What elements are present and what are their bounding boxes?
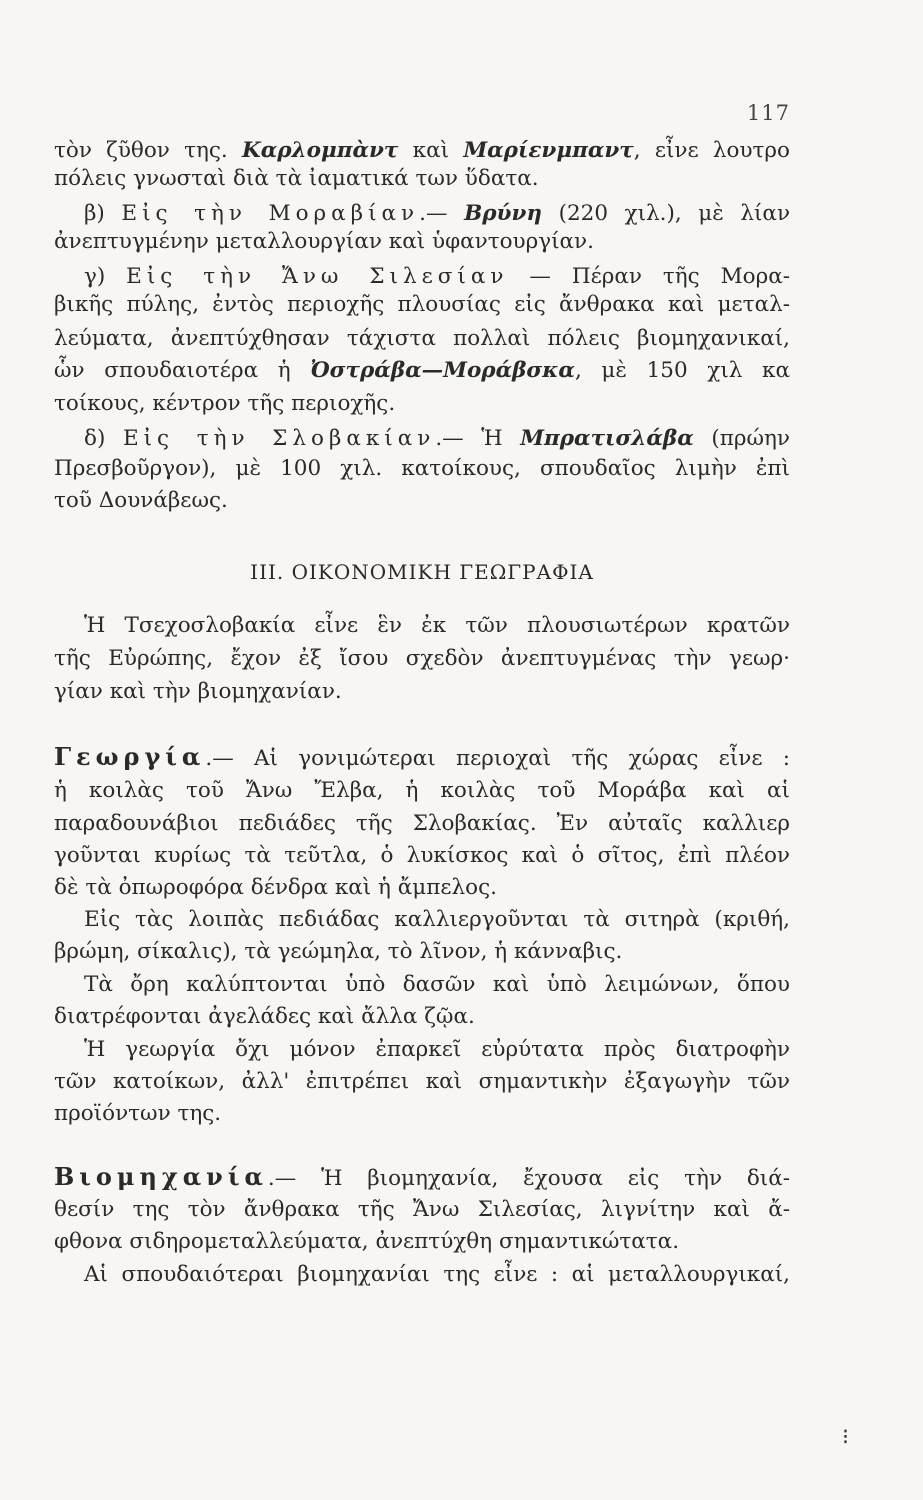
place-name: Ὀστράβα—Μοράβσκα <box>310 358 575 383</box>
page-number: 117 <box>746 101 790 125</box>
place-name: Μπρατισλάβα <box>520 426 694 451</box>
text-line: δὲ τὰ ὀπωροφόρα δένδρα καὶ ἡ ἄμπελος. <box>54 875 497 900</box>
region-heading: Εἰς τὴν Σλοβακίαν <box>122 426 436 451</box>
region-heading: Εἰς τὴν Μοραβίαν <box>121 201 420 226</box>
place-name: Βρύνη <box>464 201 542 226</box>
text-line: θεσίν της τὸν ἄνθρακα τῆς Ἄνω Σιλεσίας, λιγνίτην καὶ ἄ- <box>54 1197 790 1222</box>
text-line: φθονα σιδηρομεταλλεύματα, ἀνεπτύχθη σημαντικώτατα. <box>54 1229 680 1254</box>
margin-mark: ⁝ <box>842 1425 849 1450</box>
section-heading: ΙΙΙ. ΟΙΚΟΝΟΜΙΚΗ ΓΕΩΓΡΑΦΙΑ <box>250 560 594 584</box>
text-line: Αἱ σπουδαιότεραι βιομηχανίαι της εἶνε : αἱ μεταλλουργικαί, <box>84 1262 790 1287</box>
text-line: βικῆς πύλης, ἐντὸς περιοχῆς πλουσίας εἰς ἄνθρακα καὶ μεταλ- <box>54 292 790 317</box>
text-line: Εἰς τὰς λοιπὰς πεδιάδας καλλιεργοῦνται τὰ σιτηρὰ (κριθή, <box>84 907 790 932</box>
text-line: γοῦνται κυρίως τὰ τεῦτλα, ὁ λυκίσκος καὶ ὁ σῖτος, ἐπὶ πλέον <box>54 843 790 868</box>
text-line: τῆς Εὐρώπης, ἔχον ἐξ ἴσου σχεδὸν ἀνεπτυγμένας τὴν γεωρ· <box>54 646 790 671</box>
text-line: γίαν καὶ τὴν βιομηχανίαν. <box>54 679 342 704</box>
text-line: Πρεσβοῦργον), μὲ 100 χιλ. κατοίκους, σπουδαῖος λιμὴν ἐπὶ <box>54 456 790 481</box>
text-line: προϊόντων της. <box>54 1101 222 1126</box>
text-line: λεύματα, ἀνεπτύχθησαν τάχιστα πολλαὶ πόλεις βιομηχανικαί, <box>54 326 790 351</box>
text-line: ὧν σπουδαιοτέρα ἡ Ὀστράβα—Μοράβσκα, μὲ 150 χιλ κα <box>54 358 790 383</box>
text-line: Ἡ γεωργία ὄχι μόνον ἐπαρκεῖ εὐρύτατα πρὸς διατροφὴν <box>84 1037 790 1062</box>
text-line: ἀνεπτυγμένην μεταλλουργίαν καὶ ὑφαντουργίαν. <box>54 229 594 254</box>
place-name: Καρλομπὰντ <box>242 138 399 163</box>
text-line: πόλεις γνωσταὶ διὰ τὰ ἰαματικά των ὕδατα. <box>54 166 539 191</box>
text-line: τοίκους, κέντρον τῆς περιοχῆς. <box>54 391 396 416</box>
text-line: τὸν ζῦθον της. Καρλομπὰντ καὶ Μαρίενμπαντ, εἶνε λουτρο <box>54 138 791 163</box>
text-line: Γεωργία.— Αἱ γονιμώτεραι περιοχαὶ τῆς χώρας εἶνε : <box>54 742 790 771</box>
book-page <box>54 0 790 1500</box>
text-line: δ) Εἰς τὴν Σλοβακίαν.— Ἡ Μπρατισλάβα (πρώην <box>84 426 790 451</box>
subsection-heading: Βιομηχανία <box>54 1162 268 1191</box>
text-line: ἡ κοιλὰς τοῦ Ἄνω Ἔλβα, ἡ κοιλὰς τοῦ Μοράβα καὶ αἱ <box>54 778 790 803</box>
text-line: Βιομηχανία.— Ἡ βιομηχανία, ἔχουσα εἰς τὴν διά- <box>54 1162 790 1191</box>
subsection-heading: Γεωργία <box>54 742 206 771</box>
text-line: Τὰ ὄρη καλύπτονται ὑπὸ δασῶν καὶ ὑπὸ λειμώνων, ὅπου <box>84 972 790 997</box>
text-line: τῶν κατοίκων, ἀλλ' ἐπιτρέπει καὶ σημαντικὴν ἐξαγωγὴν τῶν <box>54 1069 790 1094</box>
text-line: βρώμη, σίκαλις), τὰ γεώμηλα, τὸ λῖνον, ἡ κάνναβις. <box>54 939 623 964</box>
text-line: παραδουνάβιοι πεδιάδες τῆς Σλοβακίας. Ἐν αὐταῖς καλλιερ <box>54 811 790 836</box>
place-name: Μαρίενμπαντ <box>463 138 634 163</box>
text-line: γ) Εἰς τὴν Ἄνω Σιλεσίαν — Πέραν τῆς Μορα- <box>84 264 790 289</box>
text-line: Ἡ Τσεχοσλοβακία εἶνε ἓν ἐκ τῶν πλουσιωτέρων κρατῶν <box>84 613 790 638</box>
text-line: τοῦ Δουνάβεως. <box>54 488 228 513</box>
text-line: β) Εἰς τὴν Μοραβίαν.— Βρύνη (220 χιλ.), μὲ λίαν <box>84 201 791 226</box>
text-line: διατρέφονται ἀγελάδες καὶ ἄλλα ζῷα. <box>54 1004 475 1029</box>
region-heading: Εἰς τὴν Ἄνω Σιλεσίαν <box>126 264 509 289</box>
